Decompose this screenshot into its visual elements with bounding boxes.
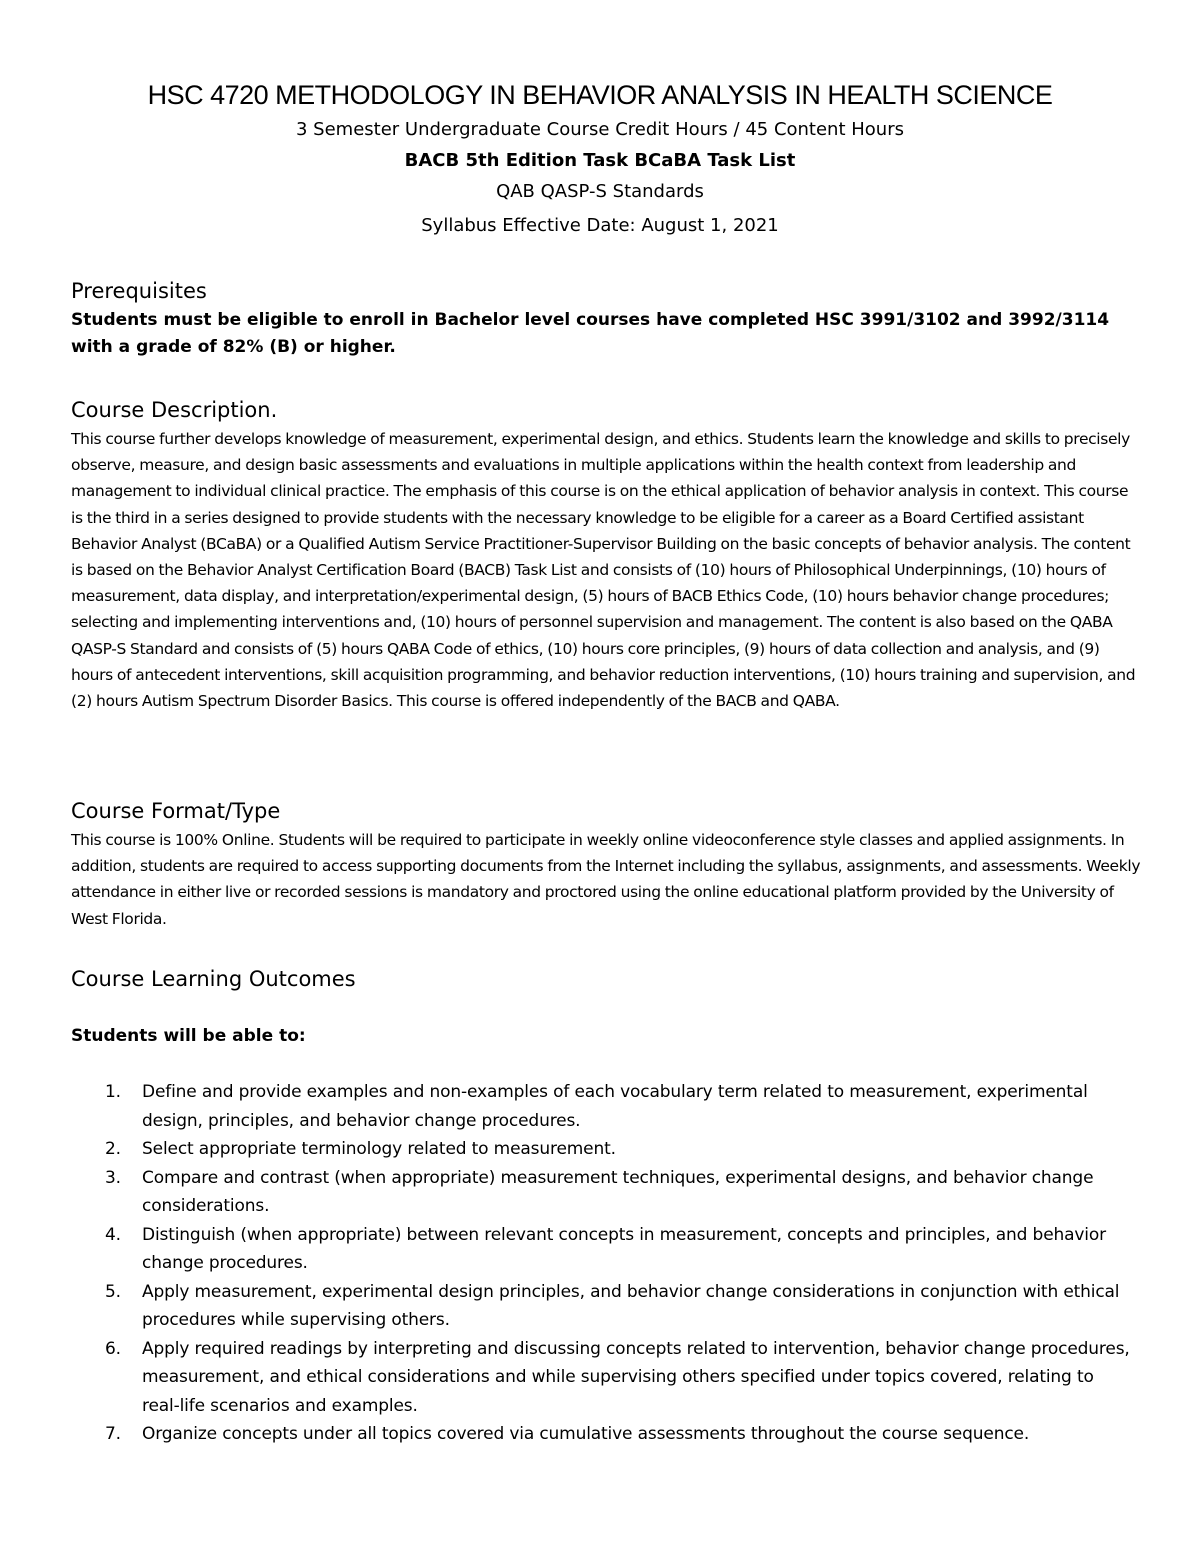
outcome-number: 7. — [105, 1424, 121, 1444]
outcome-number: 6. — [105, 1338, 121, 1359]
syllabus-header — [0, 76, 1200, 259]
outcome-item — [71, 1420, 1131, 1449]
task-list-line: BACB 5th Edition Task BCaBA Task List — [404, 150, 796, 171]
prerequisites-heading: Prerequisites — [71, 279, 207, 303]
outcome-text: Distinguish (when appropriate) between relevant concepts in measurement, concepts and principles, and behavior change procedures. — [142, 1224, 1106, 1273]
outcome-item — [71, 1164, 1131, 1221]
learning-outcomes-intro-block — [71, 1023, 1141, 1049]
outcome-item — [71, 1221, 1131, 1278]
effective-date-line: Syllabus Effective Date: August 1, 2021 — [421, 215, 779, 236]
outcome-text: Apply measurement, experimental design principles, and behavior change considerations in conjunction with ethical procedures while supervising others. — [142, 1281, 1120, 1330]
course-description-heading: Course Description. — [71, 398, 278, 422]
learning-outcomes-intro: Students will be able to: — [71, 1026, 306, 1046]
outcome-number: 1. — [105, 1082, 121, 1102]
outcome-number: 4. — [105, 1224, 121, 1245]
learning-outcomes-list-block — [71, 1078, 1131, 1449]
course-title: HSC 4720 METHODOLOGY IN BEHAVIOR ANALYSIS IN HEALTH SCIENCE — [147, 80, 1053, 110]
outcome-text: Define and provide examples and non-examples of each vocabulary term related to measurement, experimental design, principles, and behavior change procedures. — [142, 1082, 1088, 1131]
course-description-section — [71, 396, 1141, 714]
course-format-section — [71, 797, 1141, 932]
credit-hours-line: 3 Semester Undergraduate Course Credit Hours / 45 Content Hours — [296, 119, 904, 140]
outcome-text: Organize concepts under all topics covered via cumulative assessments throughout the course sequence. — [142, 1424, 1030, 1444]
outcome-text: Select appropriate terminology related to measurement. — [142, 1139, 616, 1159]
prerequisites-section — [71, 277, 1141, 361]
course-description-text: This course further develops knowledge of measurement, experimental design, and ethics. Students learn the knowledge and skills to precisely observe, measure, and design basic assessments and evaluations in multiple applications within the health context from leadership and management to individual clinical practice. The emphasis of this course is on the ethical application of behavior analysis in context. This course is the third in a series designed to provide students with the necessary knowledge to be eligible for a career as a Board Certified assistant Behavior Analyst (BCaBA) or a Qualified Autism Service Practitioner-Supervisor Building on the basic concepts of behavior analysis. The content is based on the Behavior Analyst Certification Board (BACB) Task List and consists of (10) hours of Philosophical Underpinnings, (10) hours of measurement, data display, and interpretation/experimental design, (5) hours of BACB Ethics Code, (10) hours behavior change procedures; selecting and implementing interventions and, (10) hours of personnel supervision and management. The content is also based on the QABA QASP-S Standard and consists of (5) hours QABA Code of ethics, (10) hours core principles, (9) hours of data collection and analysis, and (9) hours of antecedent interventions, skill acquisition programming, and behavior reduction interventions, (10) hours training and supervision, and (2) hours Autism Spectrum Disorder Basics. This course is offered independently of the BACB and QABA. — [71, 430, 1136, 711]
outcome-text: Compare and contrast (when appropriate) measurement techniques, experimental designs, and behavior change considerations. — [142, 1167, 1094, 1216]
prerequisites-text: Students must be eligible to enroll in Bachelor level courses have completed HSC 3991/3102 and 3992/3114 with a grade of 82% (B) or higher. — [71, 310, 1110, 357]
outcome-number: 5. — [105, 1281, 121, 1302]
learning-outcomes-section — [71, 965, 1141, 993]
outcome-item — [71, 1278, 1131, 1335]
outcome-text: Apply required readings by interpreting and discussing concepts related to intervention, behavior change procedures, measurement, and ethical considerations and while supervising others specified under topics covered, relating to real-life scenarios and examples. — [142, 1338, 1130, 1416]
learning-outcomes-heading: Course Learning Outcomes — [71, 967, 356, 991]
outcome-number: 3. — [105, 1167, 121, 1188]
outcome-item — [71, 1135, 1131, 1164]
learning-outcomes-list — [71, 1078, 1131, 1449]
outcome-item — [71, 1078, 1131, 1135]
course-format-heading: Course Format/Type — [71, 799, 281, 823]
course-format-text: This course is 100% Online. Students will be required to participate in weekly online videoconference style classes and applied assignments. In addition, students are required to access supporting documents from the Internet including the syllabus, assignments, and assessments. Weekly attendance in either live or recorded sessions is mandatory and proctored using the online educational platform provided by the University of West Florida. — [71, 831, 1141, 928]
standards-line: QAB QASP-S Standards — [496, 181, 704, 202]
outcome-item — [71, 1335, 1131, 1421]
outcome-number: 2. — [105, 1139, 121, 1159]
